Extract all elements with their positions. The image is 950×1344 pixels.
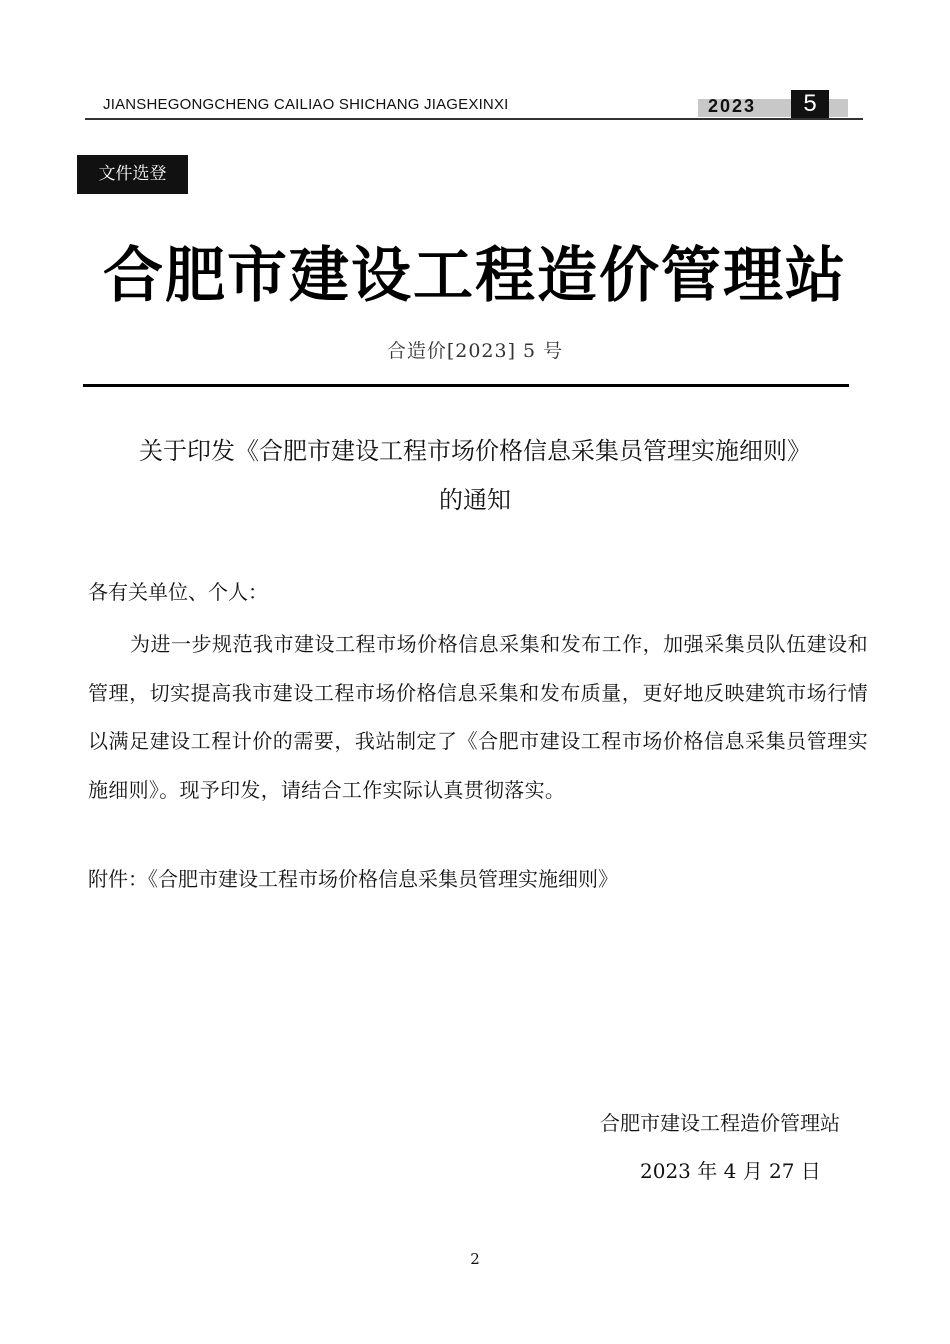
document-number: 合造价[2023] 5 号 [386, 340, 564, 362]
notice-title-line-1: 关于印发《合肥市建设工程市场价格信息采集员管理实施细则》 [139, 437, 811, 465]
attachment-line: 附件：《合肥市建设工程市场价格信息采集员管理实施细则》 [88, 867, 618, 891]
heading-divider [83, 384, 849, 387]
body-paragraph: 为进一步规范我市建设工程市场价格信息采集和发布工作，加强采集员队伍建设和管理，切实提高我市建设工程市场价格信息采集和发布质量，更好地反映建筑市场行情以满足建设工程计价的需要，我站制定了《合肥市建设工程市场价格信息采集员管理实施细则》。现予印发，请结合工作实际认真贯彻落实。 [88, 632, 868, 802]
notice-title-line-2: 的通知 [439, 486, 511, 514]
header-year: 2023 [708, 96, 757, 116]
issuer-heading: 合肥市建设工程造价管理站 [103, 241, 847, 311]
notice-title [80, 427, 870, 525]
issue-number-badge: 5 [791, 90, 829, 118]
section-tag: 文件选登 [77, 155, 188, 194]
running-header-title: JIANSHEGONGCHENG CAILIAO SHICHANG JIAGEXINXI [103, 96, 509, 113]
salutation: 各有关单位、个人： [88, 580, 268, 604]
header-divider [85, 118, 863, 120]
signature-date: 2023 年 4 月 27 日 [640, 1159, 821, 1183]
page-number: 2 [470, 1250, 480, 1268]
signature-organization: 合肥市建设工程造价管理站 [600, 1111, 840, 1135]
